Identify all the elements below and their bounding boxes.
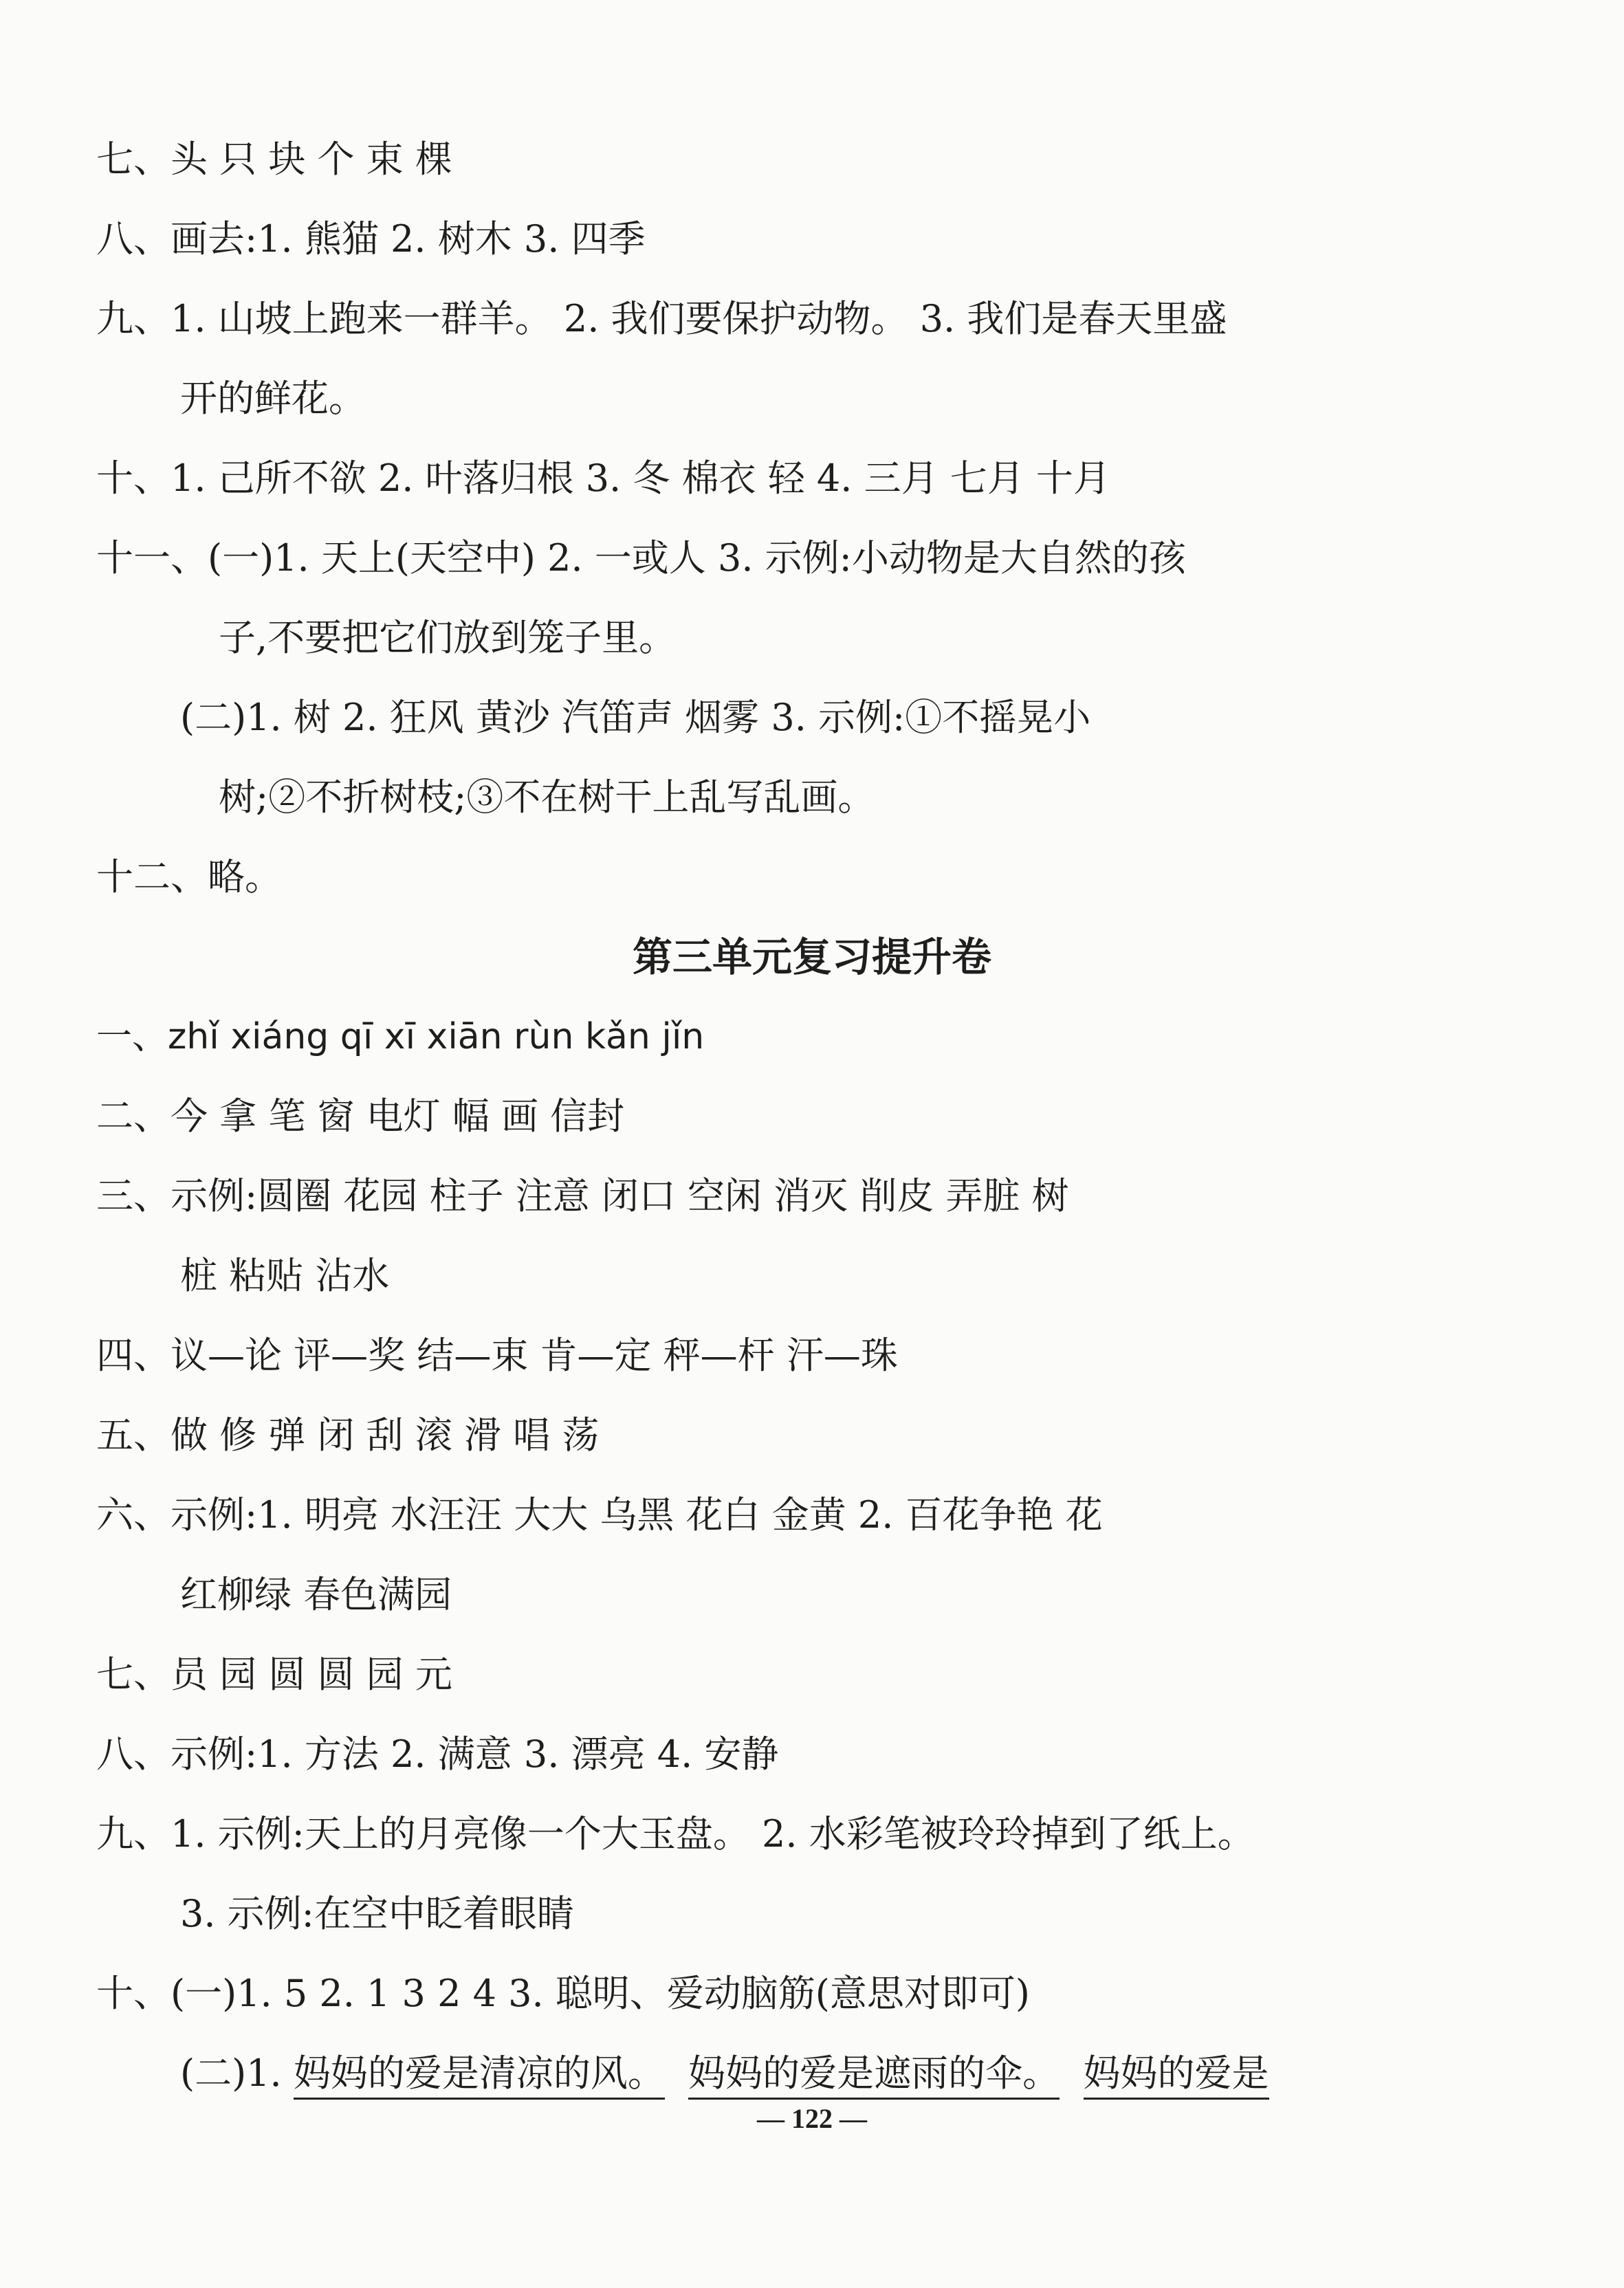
answer-line-s9: 九、1. 示例:天上的月亮像一个大玉盘。 2. 水彩笔被玲玲掉到了纸上。 xyxy=(96,1812,1255,1856)
answer-line-12: 十二、略。 xyxy=(96,855,282,899)
answer-line-10: 十、1. 己所不欲 2. 叶落归根 3. 冬 棉衣 轻 4. 三月 七月 十月 xyxy=(96,456,1110,500)
answer-line-8: 八、画去:1. 熊猫 2. 树木 3. 四季 xyxy=(96,217,646,261)
page-number: — 122 — xyxy=(757,2103,867,2134)
answer-line-s2: 二、今 拿 笔 窗 电灯 幅 画 信封 xyxy=(96,1094,625,1138)
answer-line-s10: 十、(一)1. 5 2. 1 3 2 4 3. 聪明、爱动脑筋(意思对即可) xyxy=(96,1972,1030,2015)
answer-line-s9-cont: 3. 示例:在空中眨着眼睛 xyxy=(180,1892,574,1935)
answer-line-7: 七、头 只 块 个 束 棵 xyxy=(96,138,452,181)
answer-line-s3: 三、示例:圆圈 花园 柱子 注意 闭口 空闲 消灭 削皮 弄脏 树 xyxy=(96,1174,1069,1218)
answer-line-11: 十一、(一)1. 天上(天空中) 2. 一或人 3. 示例:小动物是大自然的孩 xyxy=(96,536,1186,580)
answer-line-s8: 八、示例:1. 方法 2. 满意 3. 漂亮 4. 安静 xyxy=(96,1732,779,1776)
answer-line-s4: 四、议—论 评—奖 结—束 肯—定 秤—杆 汗—珠 xyxy=(96,1334,898,1377)
answer-line-s1: 一、zhǐ xiáng qī xī xiān rùn kǎn jǐn xyxy=(96,1016,705,1057)
answer-line-s7: 七、员 园 圆 圆 园 元 xyxy=(96,1653,452,1696)
answer-line-s3-cont: 桩 粘贴 沾水 xyxy=(180,1254,390,1297)
answer-line-s6: 六、示例:1. 明亮 水汪汪 大大 乌黑 花白 金黄 2. 百花争艳 花 xyxy=(96,1493,1103,1537)
answer-line-9-cont: 开的鲜花。 xyxy=(180,377,366,420)
answer-line-11b: (二)1. 树 2. 狂风 黄沙 汽笛声 烟雾 3. 示例:①不摇晃小 xyxy=(180,696,1091,739)
underlined-answer: 妈妈的爱是遮雨的伞。 xyxy=(688,2052,1060,2100)
answer-line-11-cont: 子,不要把它们放到笼子里。 xyxy=(219,616,677,659)
underlined-answer: 妈妈的爱是清凉的风。 xyxy=(294,2052,665,2100)
section-title: 第三单元复习提升卷 xyxy=(632,934,991,980)
answer-line-s5: 五、做 修 弹 闭 刮 滚 滑 唱 荡 xyxy=(96,1414,600,1457)
answer-line-s6-cont: 红柳绿 春色满园 xyxy=(180,1573,452,1616)
answer-line-9: 九、1. 山坡上跑来一群羊。 2. 我们要保护动物。 3. 我们是春天里盛 xyxy=(96,297,1227,340)
line-prefix: (二)1. xyxy=(180,2052,294,2095)
answer-line-11b-cont: 树;②不折树枝;③不在树干上乱写乱画。 xyxy=(219,776,875,819)
answer-line-s10b xyxy=(180,2046,1624,2101)
underlined-answer: 妈妈的爱是 xyxy=(1084,2052,1269,2100)
